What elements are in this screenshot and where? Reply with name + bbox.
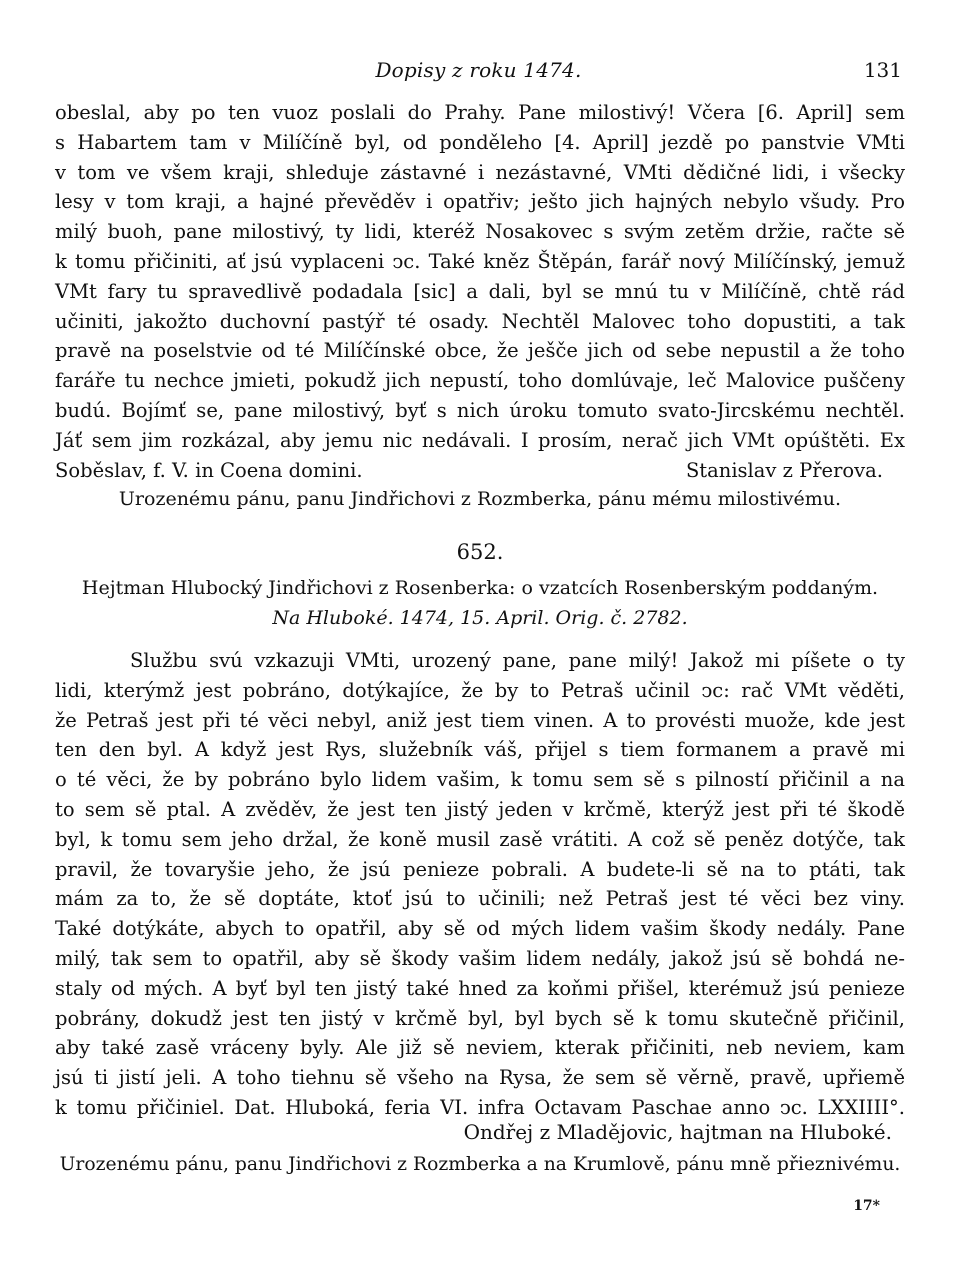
text-line: lesy v tom kraji, a hajné převěděv i opatřiv; ješto jich hajných nebylo všudy. Pro: [55, 190, 905, 214]
closing-line: [55, 456, 905, 486]
document-number: 652.: [456, 540, 504, 564]
text-line: k tomu přičiniel. Dat. Hluboká, feria VI. infra Octavam Paschae anno ͻc. LXXIIII°.: [55, 1095, 905, 1119]
text-line: o té věci, že by pobráno bylo lidem vašim, k tomu sem sě s pilností přičinil a na: [55, 768, 905, 792]
dateline: Soběslav, f. V. in Coena domini.: [55, 458, 363, 482]
text-line: s Habartem tam v Milíčíně byl, od ponděleho [4. April] jezdě po panstvie VMti: [55, 130, 905, 154]
text-line: jsú ti jistí jeli. A toho tiehnu sě všeho na Rysa, že sem sě věrně, pravě, upřiemě: [55, 1066, 905, 1090]
text-line: učiniti, jakožto duchovní pastýř té osady. Nechtěl Malovec toho dopustiti, a tak: [55, 309, 905, 333]
text-line: staly od mých. A byť byl ten jistý také hned za koňmi přišel, kterémuž jsú penieze: [55, 976, 905, 1000]
text-line: pravě na poselstvie od té Milíčínské obce, že ješče jich od sebe nepustil a že toho: [55, 339, 905, 363]
letter-651-body: [55, 98, 905, 485]
printer-signature-mark: 17*: [853, 1198, 880, 1214]
text-line: k tomu přičiniti, ať jsú vyplaceni ͻc. Také kněz Štěpán, farář nový Milíčínský, jemuž: [55, 249, 905, 273]
text-line: Také dotýkáte, abych to opatřil, aby sě od mých lidem vašim škody nedály. Pane: [55, 917, 905, 941]
letter-652-body: [55, 646, 905, 1123]
text-line: budú. Bojímť se, pane milostivý, byť s nich úroku tomuto svato-Jircskému nechtěl.: [55, 398, 905, 422]
text-line: faráře tu nechce jmieti, pokudž jich nepustí, toho domlúvaje, leč Malovice puščeny: [55, 369, 905, 393]
text-line: obeslal, aby po ten vuoz poslali do Prahy. Pane milostivý! Včera [6. April] sem: [55, 101, 905, 124]
running-head: [55, 58, 902, 84]
letter-address: Urozenému pánu, panu Jindřichovi z Rozmberka, pánu mému milostivému.: [118, 488, 842, 510]
document-heading: Hejtman Hlubocký Jindřichovi z Rosenberka: o vzatcích Rosenberským poddaným.: [81, 577, 879, 599]
running-title: Dopisy z roku 1474.: [375, 58, 582, 82]
text-line: ten den byl. A když jest Rys, služebník váš, přijel s tiem formanem a pravě mi: [55, 738, 905, 762]
document-signature: Ondřej z Mladějovic, hajtman na Hluboké.: [463, 1120, 892, 1144]
document-source: Na Hluboké. 1474, 15. April. Orig. č. 2782.: [272, 607, 688, 629]
text-line: mám za to, že sě doptáte, ktoť jsú to učinili; než Petraš jest té věci bez viny.: [55, 887, 905, 911]
text-line: lidi, kterýmž jest pobráno, dotýkajíce, že by to Petraš učinil ͻc: rač VMt věděti,: [55, 678, 905, 702]
text-line: milý buoh, pane milostivý, ty lidi, kteréž Nosakovec s svým zetěm držie, račte sě: [55, 220, 905, 244]
text-line: že Petraš jest při té věci nebyl, aniž jest tiem vinen. A to provésti muože, kde jest: [55, 708, 905, 732]
text-line: v tom ve všem kraji, shleduje zástavné i nezástavné, VMti dědičné lidi, i všecky: [55, 160, 905, 184]
text-line: pobrány, dokudž jest ten jistý v krčmě byl, byl bych sě k tomu skutečně přičinil,: [55, 1006, 905, 1030]
text-line: Jáť sem jim rozkázal, aby jemu nic nedávali. I prosím, nerač jich VMt opúštěti. Ex: [55, 428, 905, 452]
text-line: pravil, že tovaryšie jeho, že jsú penieze pobrali. A budete-li sě na to ptáti, tak: [55, 857, 905, 881]
text-line: VMt fary tu spravedlivě podadala [sic] a dali, byl se mnú tu v Milíčíně, chtě rád: [55, 279, 905, 303]
letter-signature: Stanislav z Přerova.: [685, 458, 883, 482]
text-line: milý, tak sem to opatřil, aby sě škody vašim lidem nedály, jakož jsú sě bohdá ne-: [55, 946, 905, 970]
document-address: Urozenému pánu, panu Jindřichovi z Rozmberka a na Krumlově, pánu mně přieznivému.: [59, 1154, 901, 1175]
text-line: byl, k tomu sem jeho držal, že koně musil zasě vrátiti. A což sě peněz dotýče, tak: [55, 827, 905, 851]
text-line: Službu svú vzkazuji VMti, urozený pane, pane milý! Jakož mi píšete o ty: [130, 649, 905, 672]
text-line: to sem sě ptal. A zvěděv, že jest ten jistý jeden v krčmě, kterýž jest při té škodě: [55, 797, 905, 821]
text-line: aby také zasě vráceny byly. Ale již sě neviem, kterak přičiniti, neb neviem, kam: [55, 1036, 905, 1060]
page-number: 131: [863, 58, 902, 82]
